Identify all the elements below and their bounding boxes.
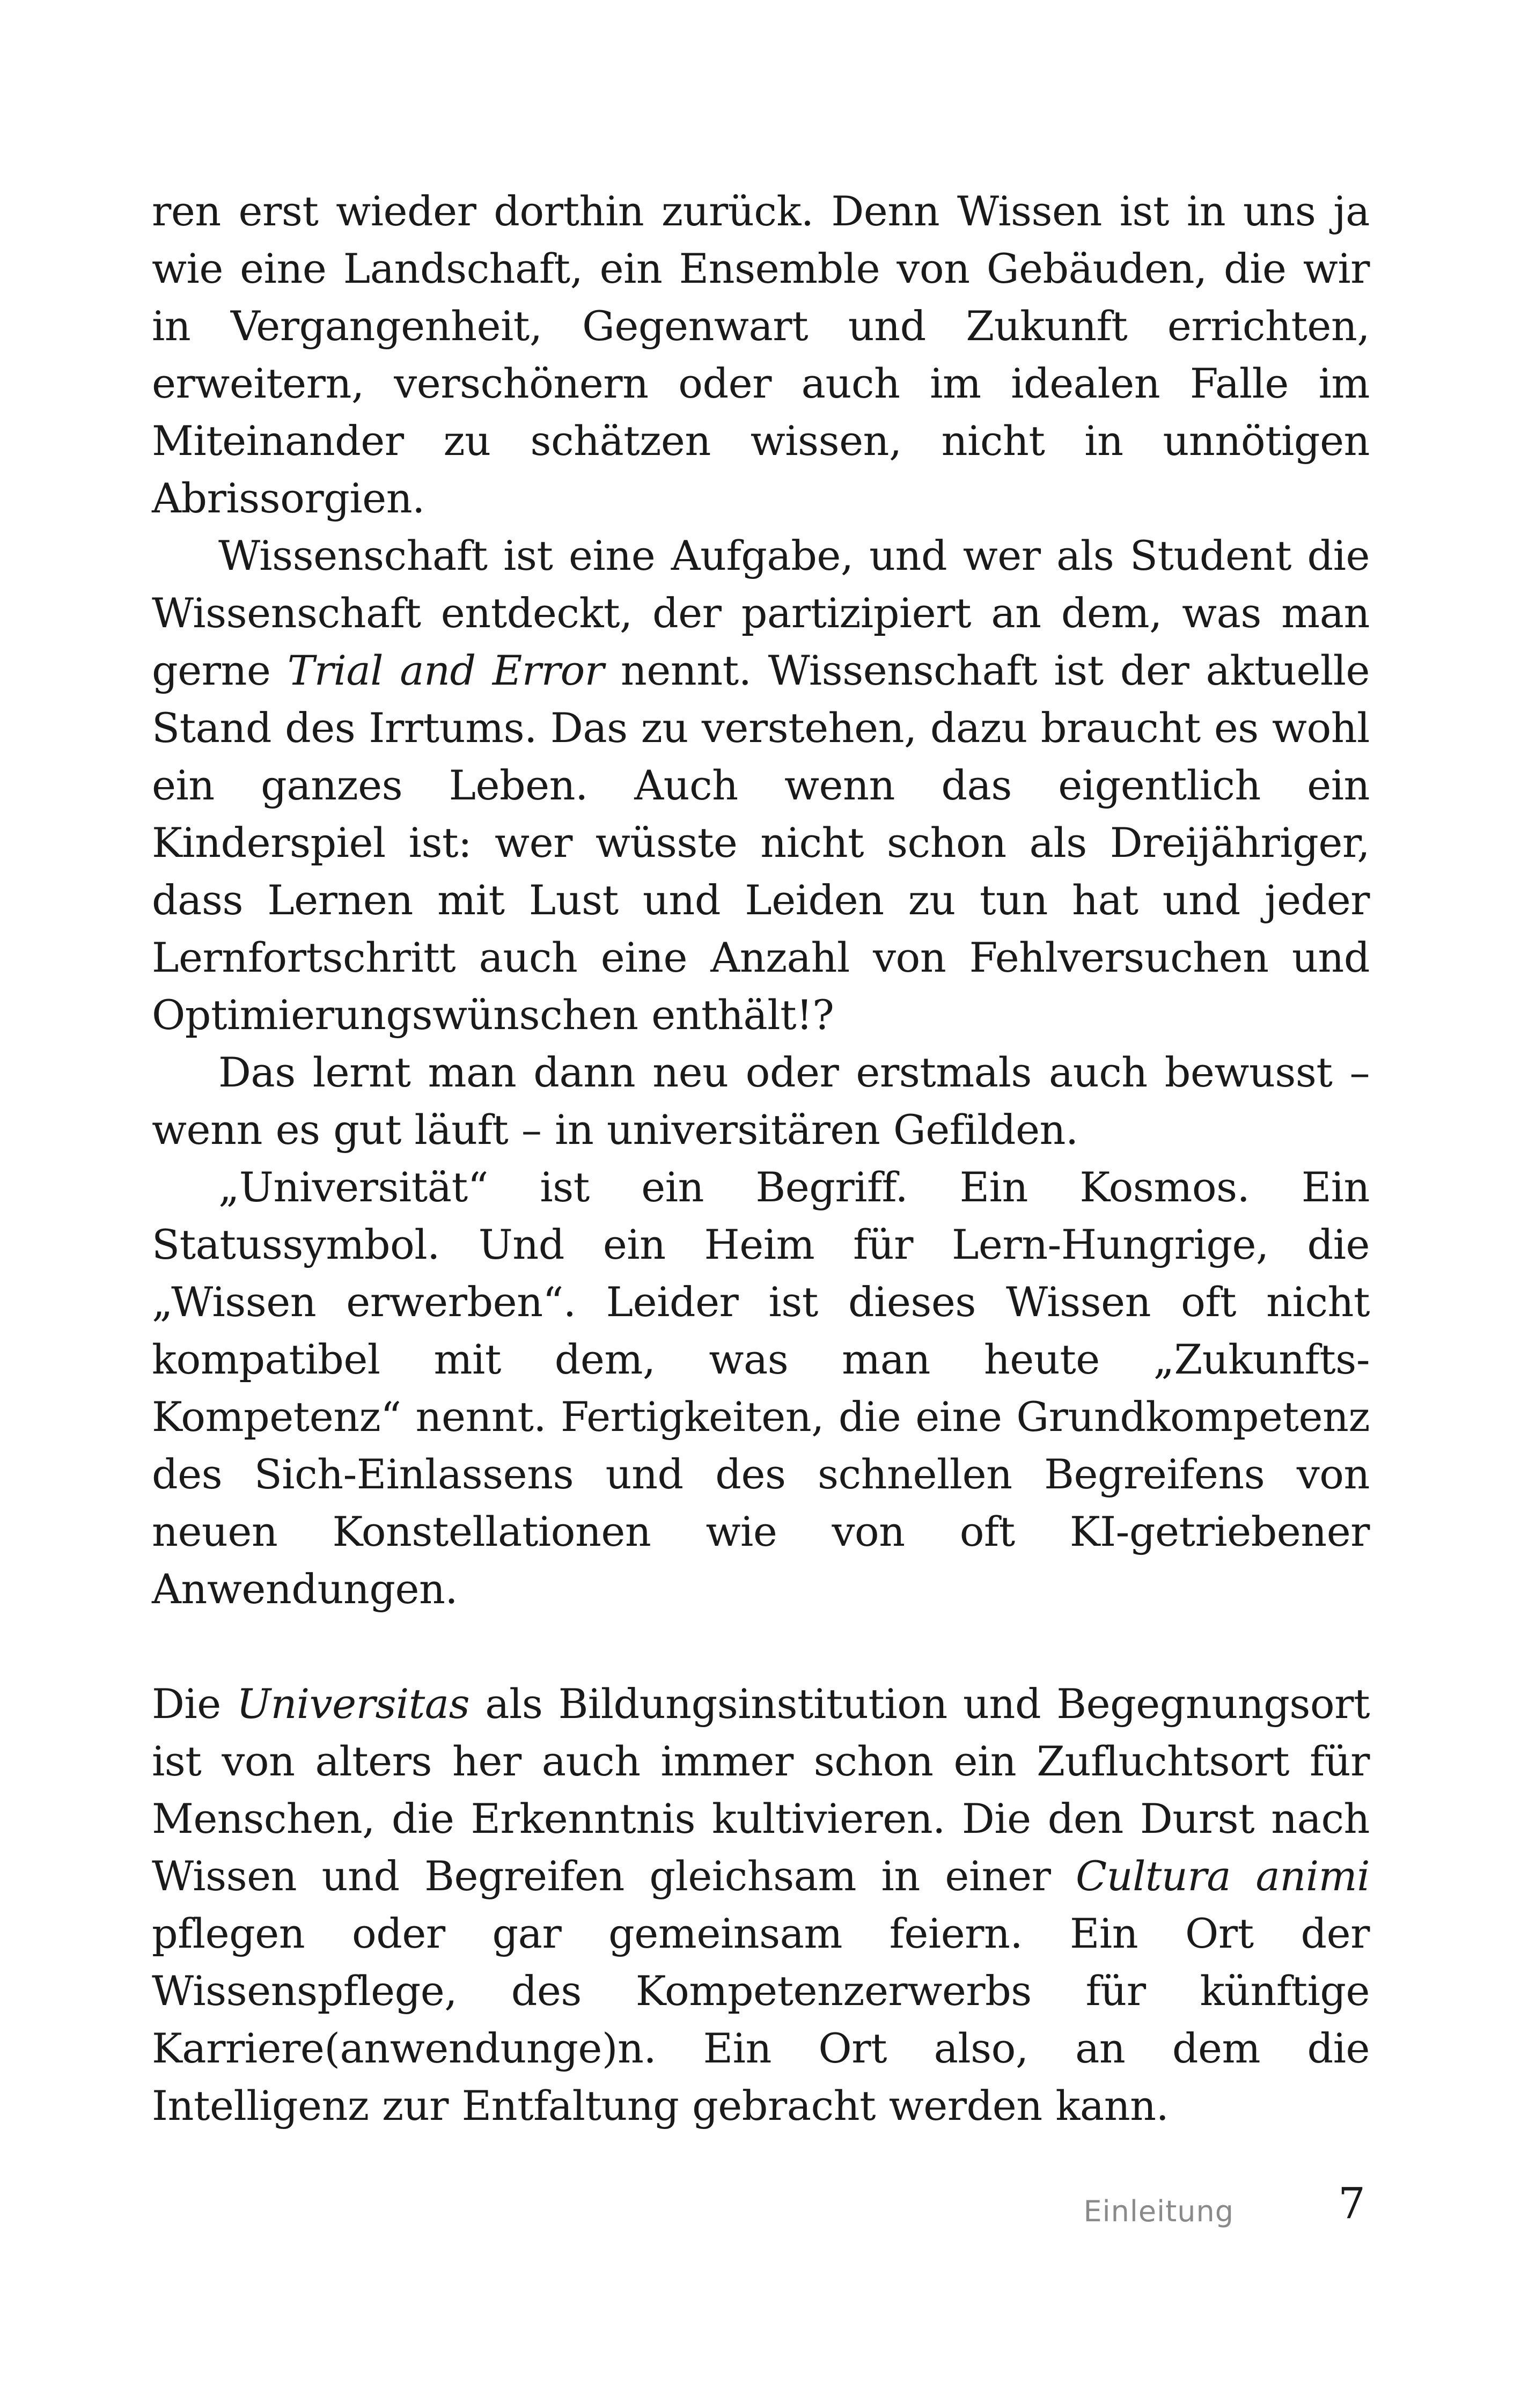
italic-span: Trial and Error xyxy=(287,647,604,694)
text-span: „Universität“ ist ein Begriff. Ein Kosmos. Ein Statussymbol. Und ein Heim für Lern-Hungrige, die „Wissen erwerben“. Leider ist dieses Wissen oft nicht kompatibel mit dem, was man heute „Zukunfts-Kompetenz“ nennt. Fertigkeiten, die eine Grundkompetenz des Sich-Einlassens und des schnellen Begreifens von neuen Konstellationen wie von oft KI-getriebener Anwendungen. xyxy=(152,1163,1370,1613)
paragraph xyxy=(152,527,1370,1044)
paragraph xyxy=(152,1044,1370,1158)
text-span: als Bildungsinstitution und Begegnungsort ist von alters her auch immer schon ein Zufluchtsort für Menschen, die Erkenntnis kultivieren. Die den Durst nach Wissen und Begreifen gleichsam in einer xyxy=(152,1680,1370,1900)
text-span: pflegen oder gar gemeinsam feiern. Ein Ort der Wissenspflege, des Kompetenzerwerbs für künftige Karriere(anwendunge)n. Ein Ort also, an dem die Intelligenz zur Entfaltung gebracht werden kann. xyxy=(152,1910,1370,2130)
body-text xyxy=(152,182,1370,2134)
text-span: Das lernt man dann neu oder erstmals auch bewusst – wenn es gut läuft – in universitären Gefilden. xyxy=(152,1048,1370,1154)
italic-span: Universitas xyxy=(236,1680,470,1728)
paragraph xyxy=(152,182,1370,527)
text-span: nennt. Wissenschaft ist der aktuelle Stand des Irrtums. Das zu verstehen, dazu braucht es wohl ein ganzes Leben. Auch wenn das eigentlich ein Kinderspiel ist: wer wüsste nicht schon als Dreijähriger, dass Lernen mit Lust und Leiden zu tun hat und jeder Lernfortschritt auch eine Anzahl von Fehlversuchen und Optimierungswünschen enthält!? xyxy=(152,647,1370,1039)
text-span: ren erst wieder dorthin zurück. Denn Wissen ist in uns ja wie eine Landschaft, ein Ensemble von Gebäuden, die wir in Vergangenheit, Gegenwart und Zukunft errichten, erweitern, verschönern oder auch im idealen Falle im Miteinander zu schätzen wissen, nicht in unnötigen Abrissorgien. xyxy=(152,187,1370,522)
text-span: Wissenschaft ist eine Aufgabe, und wer als Student die Wissenschaft entdeckt, der partizipiert an dem, was man gerne xyxy=(152,532,1370,694)
running-footer-label: Einleitung xyxy=(1083,2194,1234,2228)
paragraph xyxy=(152,1158,1370,1618)
paragraph xyxy=(152,1675,1370,2134)
text-span: Die xyxy=(152,1680,237,1728)
italic-span: Cultura animi xyxy=(1075,1852,1370,1900)
page-number: 7 xyxy=(1338,2178,1365,2228)
